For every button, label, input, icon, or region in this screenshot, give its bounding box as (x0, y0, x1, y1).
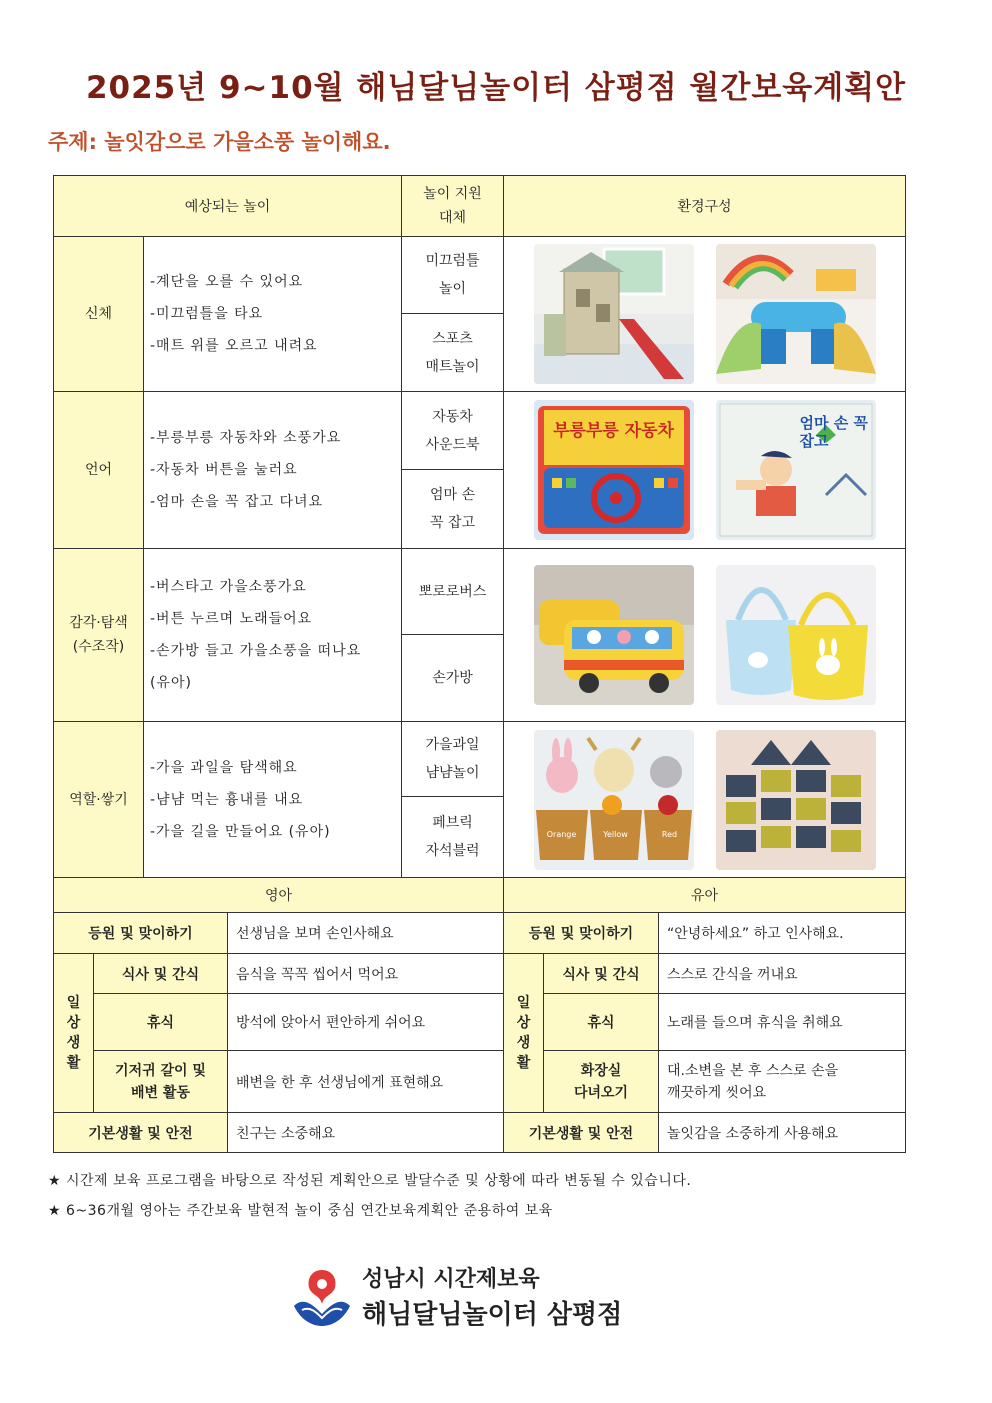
table-row (54, 722, 906, 797)
mom-hand-book-photo (716, 400, 876, 540)
infant-safety-text: 친구는 소중해요 (228, 1113, 504, 1153)
toddler-rest-text: 노래를 들으며 휴식을 취해요 (659, 994, 906, 1051)
infant-daily-life-label: 일 상 생 활 (54, 954, 94, 1113)
table-row (54, 1051, 906, 1113)
car-soundbook-cover-text: 부릉부릉 자동차 (553, 421, 674, 441)
header-support: 놀이 지원 대체 (402, 176, 504, 237)
sports-mat-photo (716, 244, 876, 384)
infant-header: 영아 (54, 878, 504, 913)
infant-rest-text: 방석에 앉아서 편안하게 쉬어요 (228, 994, 504, 1051)
activities-role-building: -가을 과일을 탐색해요 -냠냠 먹는 흉내를 내요 -가을 길을 만들어요 (유아) (144, 722, 402, 878)
infant-toilet-text: 배변을 한 후 선생님에게 표현해요 (228, 1051, 504, 1113)
environment-role-building (504, 722, 906, 878)
infant-safety-label: 기본생활 및 안전 (54, 1113, 228, 1153)
daily-header-row (54, 878, 906, 913)
activities-physical: -계단을 오를 수 있어요 -미끄럼틀을 타요 -매트 위를 오르고 내려요 (144, 237, 402, 392)
table-row (54, 1113, 906, 1153)
table-row (54, 237, 906, 314)
environment-language (504, 392, 906, 549)
footnote-1: ★ 시간제 보육 프로그램을 바탕으로 작성된 계획안으로 발달수준 및 상황에 따라 변동될 수 있습니다. (48, 1173, 692, 1189)
toddler-safety-text: 놀잇감을 소중하게 사용해요 (659, 1113, 906, 1153)
support-handbag: 손가방 (402, 635, 504, 722)
seongnam-emblem-icon (290, 1266, 354, 1330)
logo-line-2: 해님달님놀이터 삼평점 (362, 1300, 623, 1330)
toddler-meal-label: 식사 및 간식 (544, 954, 659, 994)
fabric-magnet-block-photo (716, 730, 876, 870)
header-expected-play: 예상되는 놀이 (54, 176, 402, 237)
infant-rest-label: 휴식 (94, 994, 228, 1051)
support-slide: 미끄럼틀 놀이 (402, 237, 504, 314)
infant-arrival-text: 선생님을 보며 손인사해요 (228, 913, 504, 954)
pororo-bus-photo (534, 565, 694, 705)
toddler-arrival-text: “안녕하세요” 하고 인사해요. (659, 913, 906, 954)
support-fabric-block: 페브릭 자석블럭 (402, 797, 504, 878)
toddler-daily-life-label: 일 상 생 활 (504, 954, 544, 1113)
toddler-rest-label: 휴식 (544, 994, 659, 1051)
mom-hand-book-cover-text: 엄마 손 꼭 잡고 (799, 414, 868, 450)
support-car-soundbook: 자동차 사운드북 (402, 392, 504, 470)
organization-logo (290, 1260, 690, 1340)
logo-line-1: 성남시 시간제보육 (362, 1267, 540, 1292)
toddler-toilet-label: 화장실 다녀오기 (544, 1051, 659, 1113)
table-row (54, 549, 906, 635)
slide-playhouse-photo (534, 244, 694, 384)
toddler-safety-label: 기본생활 및 안전 (504, 1113, 659, 1153)
support-autumn-fruit: 가을과일 냠냠놀이 (402, 722, 504, 797)
table-row (54, 994, 906, 1051)
basket-label-red: Red (661, 829, 678, 839)
infant-arrival-label: 등원 및 맞이하기 (54, 913, 228, 954)
handbag-photo (716, 565, 876, 705)
support-pororo-bus: 뽀로로버스 (402, 549, 504, 635)
table-row (54, 913, 906, 954)
toddler-toilet-text: 대.소변을 본 후 스스로 손을 깨끗하게 씻어요 (659, 1051, 906, 1113)
category-sensory: 감각·탐색 (수조작) (54, 549, 144, 722)
environment-sensory (504, 549, 906, 722)
plan-table (53, 175, 906, 878)
support-mom-hand: 엄마 손 꼭 잡고 (402, 470, 504, 549)
infant-meal-text: 음식을 꼭꼭 씹어서 먹어요 (228, 954, 504, 994)
basket-label-yellow: Yellow (603, 829, 628, 839)
page-title: 2025년 9~10월 해님달님놀이터 삼평점 월간보육계획안 (85, 70, 907, 106)
header-environment: 환경구성 (504, 176, 906, 237)
support-sports-mat: 스포츠 매트놀이 (402, 314, 504, 392)
plan-header-row (54, 176, 906, 237)
toddler-header: 유아 (504, 878, 906, 913)
fruit-basket-photo (534, 730, 694, 870)
theme-subtitle: 주제: 놀잇감으로 가을소풍 놀이해요. (48, 130, 391, 154)
environment-physical (504, 237, 906, 392)
table-row (54, 954, 906, 994)
category-language: 언어 (54, 392, 144, 549)
daily-life-table (53, 877, 906, 1153)
infant-toilet-label: 기저귀 갈이 및 배변 활동 (94, 1051, 228, 1113)
toddler-meal-text: 스스로 간식을 꺼내요 (659, 954, 906, 994)
activities-sensory: -버스타고 가을소풍가요 -버튼 누르며 노래들어요 -손가방 들고 가을소풍을 떠나요 (유아) (144, 549, 402, 722)
table-row (54, 392, 906, 470)
toddler-arrival-label: 등원 및 맞이하기 (504, 913, 659, 954)
infant-meal-label: 식사 및 간식 (94, 954, 228, 994)
basket-label-orange: Orange (546, 829, 577, 839)
category-role-building: 역할·쌓기 (54, 722, 144, 878)
category-physical: 신체 (54, 237, 144, 392)
car-soundbook-photo (534, 400, 694, 540)
footnote-2: ★ 6~36개월 영아는 주간보육 발현적 놀이 중심 연간보육계획안 준용하여 보육 (48, 1203, 553, 1219)
activities-language: -부릉부릉 자동차와 소풍가요 -자동차 버튼을 눌러요 -엄마 손을 꼭 잡고 다녀요 (144, 392, 402, 549)
